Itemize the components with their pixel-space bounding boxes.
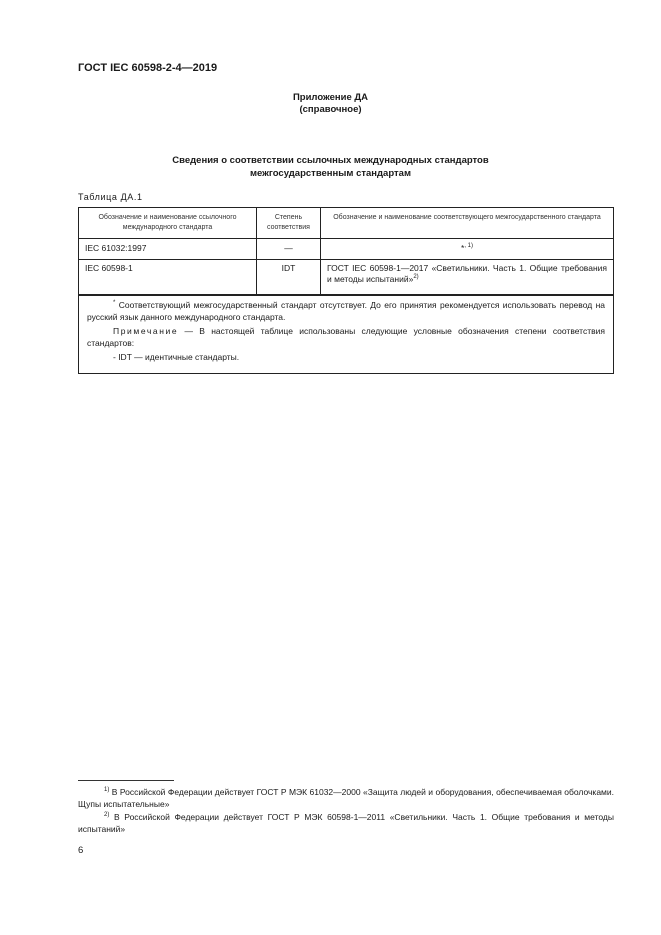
- table-caption: Таблица ДА.1: [78, 192, 143, 202]
- footnote-text: В Российской Федерации действует ГОСТ Р МЭК 60598-1—2011 «Светильники. Часть 1. Общие требования и методы испытаний»: [78, 812, 614, 834]
- footnote-1: [78, 786, 614, 810]
- asterisk-mark: *: [113, 300, 116, 307]
- section-heading-line-2: межгосударственным стандартам: [250, 168, 411, 179]
- table-row: [79, 239, 613, 260]
- section-heading: [0, 154, 661, 180]
- cell-intl-standard: IEC 61032:1997: [79, 239, 257, 259]
- table-note: [87, 326, 605, 349]
- table-notes: [79, 295, 613, 373]
- section-heading-line-1: Сведения о соответствии ссылочных международных стандартов: [172, 155, 489, 166]
- correspondence-table: [78, 207, 614, 374]
- idt-legend: - IDT — идентичные стандарты.: [113, 352, 240, 362]
- national-standard-text: *: [461, 243, 465, 253]
- table-header-row: [79, 208, 613, 239]
- header-national-standard: Обозначение и наименование соответствующего межгосударственного стандарта: [333, 214, 601, 221]
- cell-national-standard: [321, 260, 613, 294]
- footnote-ref: , 1): [464, 243, 473, 250]
- cell-national-standard: [321, 239, 613, 259]
- asterisk-note-text: Соответствующий межгосударственный стандарт отсутствует. До его принятия рекомендуется использовать перевод на русский язык данного международного стандарта.: [87, 300, 605, 322]
- cell-intl-standard: IEC 60598-1: [79, 260, 257, 294]
- cell-degree: —: [257, 239, 321, 259]
- page-number: 6: [78, 845, 84, 856]
- footnote-divider: [78, 780, 174, 781]
- footnote-2: [78, 811, 614, 835]
- note-label: Примечание: [113, 326, 179, 336]
- footnote-ref: 2): [413, 274, 419, 281]
- appendix-title: Приложение ДА: [292, 92, 369, 103]
- footnote-mark: 1): [104, 787, 110, 794]
- table-row: [79, 260, 613, 295]
- asterisk-note: [87, 300, 605, 323]
- cell-degree: IDT: [257, 260, 321, 294]
- header-intl-standard: Обозначение и наименование ссылочного международного стандарта: [79, 208, 257, 238]
- national-standard-text: ГОСТ IEC 60598-1—2017 «Светильники. Часть 1. Общие требования и методы испытаний»: [327, 263, 607, 284]
- note-text: — В настоящей таблице использованы следующие условные обозначения степени соответствия стандартов:: [87, 326, 605, 348]
- header-degree: Степень соответствия: [257, 208, 321, 238]
- footnote-mark: 2): [104, 812, 110, 819]
- appendix-subtitle: (справочное): [299, 104, 362, 115]
- document-code: ГОСТ IEC 60598-2-4—2019: [78, 62, 218, 74]
- footnote-text: В Российской Федерации действует ГОСТ Р МЭК 61032—2000 «Защита людей и оборудования, обеспечиваемая оболочками. Щупы испытательные»: [78, 787, 614, 809]
